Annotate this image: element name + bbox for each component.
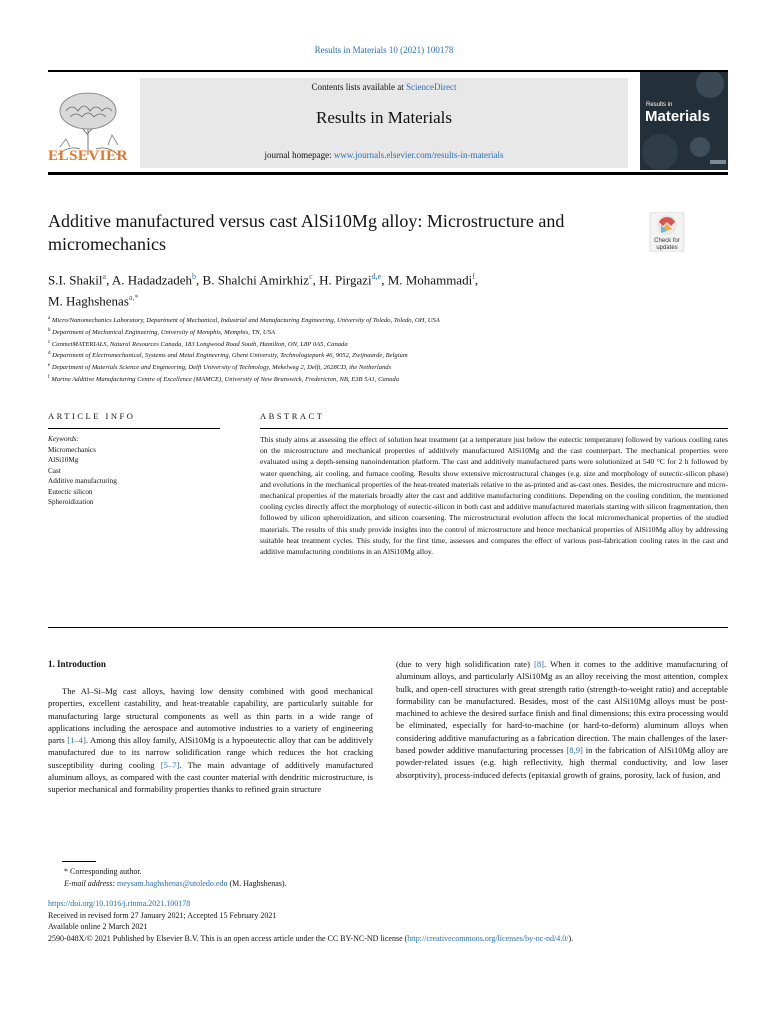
- affiliation-text: CanmetMATERIALS, Natural Resources Canada, 183 Longwood Road South, Hamilton, ON, L8P 0A5, Canada: [51, 340, 348, 348]
- affiliation-key: d: [48, 351, 51, 357]
- journal-homepage-link[interactable]: www.journals.elsevier.com/results-in-materials: [333, 150, 504, 160]
- keyword-item: Cast: [48, 466, 61, 475]
- affiliation-key: c: [48, 339, 51, 345]
- author-affiliation-marker[interactable]: f: [472, 272, 475, 281]
- abstract-end-rule: [48, 627, 728, 628]
- keywords-label: Keywords:: [48, 435, 79, 443]
- author-affiliation-marker[interactable]: c: [309, 272, 313, 281]
- cover-title: Materials: [645, 108, 711, 125]
- author-affiliation-marker[interactable]: a,*: [128, 293, 139, 303]
- abstract-text: This study aims at assessing the effect of solution heat treatment (at a temperature just below the eutectic temperature) followed by various cooling rates on the microstructure and mechanical properties of additively manufactured AlSi10Mg and the cast counterpart. The mechanical properties were evaluated using a depth-sensing nanoindentation platform. The cast and additively manufactured parts were solutionized at 540 °C for 2 h followed by water quenching, air cooling, and furnace cooling. Results show extensive microstructural changes (e.g. size and morphology of eutectic-silicon phase) and evolutions in the mechanical properties of the heat-treated materials relative to the as-printed and as-cast ones. Besides, the microstructure and micro-mechanical properties of the materials broadly alter the cast and additive manufacturing conditions. Depending on the cooling condition, the mentioned cooling cycles directly affect the morphology of eutectic-silicon in both cast and additive manufactured materials starting with silicon fragmentation, then followed by silicon spheroidization, and silicon coarsening. The microstructural evolution affects the local micromechanical properties of the studied materials. The results of this study provide insights into the control of microstructure and hence mechanical properties of AlSi10Mg alloy by addressing suitable heat treatment cycles. This study, for the first time, assesses and compares the effect of various post-fabrication cooling rates in the cast and additive manufacturing conditions in an AlSi10Mg alloy.: [260, 435, 728, 557]
- citation-link[interactable]: [5–7]: [160, 759, 180, 770]
- received-dates: Received in revised form 27 January 2021; Accepted 15 February 2021: [48, 910, 277, 920]
- contents-line: [140, 82, 628, 92]
- introduction-heading: 1. Introduction: [48, 659, 106, 669]
- license-suffix: ).: [568, 933, 574, 943]
- citation-link[interactable]: [8]: [534, 659, 545, 669]
- affiliation-key: a: [48, 316, 51, 321]
- author-separator: ,: [196, 272, 203, 288]
- citation-link[interactable]: [1–4]: [67, 735, 86, 746]
- keyword-item: Additive manufacturing: [48, 477, 117, 485]
- affiliation-text: Department of Electromechanical, Systems and Metal Engineering, Ghent University, Technologiepark 46, 9052, Zwijnaarde, Belgium: [52, 352, 408, 360]
- affiliation-text: Department of Mechanical Engineering, University of Memphis, Memphis, TN, USA: [52, 328, 276, 336]
- author-separator: ,: [474, 272, 479, 288]
- affiliation-text: Micro/Nanomechanics Laboratory, Department of Mechanical, Industrial and Manufacturing Engineering, University of Toledo, Toledo, OH, USA: [51, 317, 440, 325]
- author-list: [48, 268, 668, 311]
- author-separator: ,: [106, 272, 112, 288]
- affiliation-item: [48, 326, 728, 338]
- keyword-list: [48, 445, 220, 508]
- affiliation-key: e: [48, 363, 51, 369]
- email-suffix: (M. Haghshenas).: [227, 879, 287, 888]
- available-online-date: Available online 2 March 2021: [48, 922, 148, 931]
- email-line: [48, 878, 728, 890]
- affiliation-item: [48, 314, 728, 326]
- author-affiliation-marker[interactable]: d,e: [371, 272, 382, 281]
- article-info-heading: ARTICLE INFO: [48, 411, 136, 421]
- homepage-line: [140, 150, 628, 160]
- author-affiliation-marker[interactable]: b: [192, 272, 197, 281]
- author-name[interactable]: H. Pirgazi: [319, 272, 372, 288]
- affiliation-key: b: [48, 327, 51, 333]
- publication-info: [48, 898, 748, 944]
- affiliation-key: f: [48, 374, 50, 380]
- author-name[interactable]: A. Hadadzadeh: [111, 272, 193, 288]
- license-prefix: 2590-048X/© 2021 Published by Elsevier B.V. This is an open access article under the CC BY-NC-ND license (: [48, 933, 408, 943]
- author-name[interactable]: B. Shalchi Amirkhiz: [202, 272, 310, 288]
- sciencedirect-link[interactable]: ScienceDirect: [406, 82, 457, 92]
- crossmark-label-line2: updates: [656, 245, 678, 251]
- keyword-item: Spheroidization: [48, 498, 94, 506]
- affiliation-list: [48, 314, 728, 385]
- intro-right-column: [396, 658, 728, 781]
- affiliation-text: Department of Materials Science and Engineering, Delft University of Technology, Mekelweg 2, Delft, 2628CD, the Netherlands: [51, 364, 392, 372]
- affiliation-item: [48, 349, 728, 361]
- crossmark-label-line1: Check for: [654, 238, 680, 244]
- abstract-rule: [260, 428, 728, 429]
- keywords-block: [48, 434, 220, 508]
- abstract-heading: ABSTRACT: [260, 411, 325, 421]
- intro-left-text-3: . The main advantage of additively manufactured aluminum alloys, as compared with the cast counter material with dendritic microstructure, is superior mechanical and formability properties thanks to refined grain structure: [48, 759, 373, 795]
- author-name[interactable]: M. Mohammadi: [387, 272, 473, 288]
- intro-right-text-2: . When it comes to the additive manufacturing of aluminum alloys, and particularly AlSi10Mg as an alloy receiving the most attention, complex bulk, and open-cell structures with great strength ratio (strength-to-weight ratio) and acceptable formability can be manufactured. Besides, most of the cast AlSi10Mg alloys must be post-machined to achieve the desired surface finish and final dimensions; this extra processing would be eliminated, especially for hard-to-machine (or hard-to-deform) aluminum alloys when considering additive manufacturing as a fabrication direction. The main challenges of the laser-based powder additive manufacturing processes: [396, 659, 728, 756]
- contents-prefix: Contents lists available at: [311, 82, 406, 92]
- cover-subtitle: Results in: [646, 102, 673, 108]
- keyword-item: Eutectic silicon: [48, 487, 93, 496]
- affiliation-text: Marine Additive Manufacturing Centre of Excellence (MAMCE), University of New Brunswick, Fredericton, NB, E3B 5A1, Canada: [51, 376, 400, 384]
- affiliation-item: [48, 361, 728, 373]
- license-link[interactable]: http://creativecommons.org/licenses/by-nc-nd/4.0/: [407, 933, 569, 943]
- email-label: E-mail address:: [64, 879, 118, 888]
- intro-right-text-1: (due to very high solidification rate): [396, 659, 535, 669]
- citation-link[interactable]: [8,9]: [566, 745, 583, 756]
- intro-left-text-1: The Al–Si–Mg cast alloys, having low density combined with good mechanical properties, excellent castability, and heat-treatable capability, are particularly suitable for manufacturing large structural components as well as thin parts in a wide range of applications including the aerospace and automotive industries to a variety of engineering parts: [48, 686, 373, 746]
- intro-right-text-3: in the fabrication of AlSi10Mg alloy are powder-related issues (e.g. high reflectivity, high thermal conductivity, and low laser absorptivity), process-induced defects (epitaxial growth of grains, porosity, lack of fusion, and: [396, 745, 728, 780]
- intro-left-column: [48, 685, 373, 796]
- affiliation-item: [48, 373, 728, 385]
- email-link[interactable]: meysam.haghshenas@utoledo.edu: [117, 879, 228, 888]
- check-for-updates-label: [644, 238, 690, 252]
- journal-cover-image: [640, 72, 728, 170]
- keyword-item: Micromechanics: [48, 445, 96, 454]
- header-rule-top: [48, 70, 728, 72]
- elsevier-wordmark: ELSEVIER: [48, 148, 128, 164]
- paper-title: Additive manufactured versus cast AlSi10Mg alloy: Microstructure and micromechanics: [48, 211, 565, 254]
- homepage-prefix: journal homepage:: [264, 150, 334, 160]
- author-separator: ,: [381, 272, 388, 288]
- affiliation-item: [48, 338, 728, 350]
- footnote: [48, 866, 728, 890]
- doi-link[interactable]: https://doi.org/10.1016/j.rinma.2021.100178: [48, 899, 191, 908]
- intro-left-text-2: . Among this alloy family, AlSi10Mg is a hypoeutectic alloy that can be additively manufactured due to its narrow solidification range which reduces the hot cracking susceptibility during cooling: [48, 735, 374, 770]
- corresponding-author-note: * Corresponding author.: [64, 867, 142, 876]
- journal-reference-link[interactable]: Results in Materials 10 (2021) 100178: [314, 45, 454, 55]
- author-affiliation-marker[interactable]: a: [102, 272, 107, 281]
- keyword-item: AlSi10Mg: [48, 456, 79, 464]
- footnote-rule: [62, 861, 96, 862]
- article-info-rule: [48, 428, 220, 429]
- journal-title: Results in Materials: [316, 108, 452, 127]
- author-name[interactable]: M. Haghshenas: [48, 293, 129, 309]
- author-name[interactable]: S.I. Shakil: [48, 272, 103, 288]
- license-line: [48, 933, 748, 945]
- author-separator: ,: [312, 272, 320, 288]
- header-rule-bottom: [48, 172, 728, 175]
